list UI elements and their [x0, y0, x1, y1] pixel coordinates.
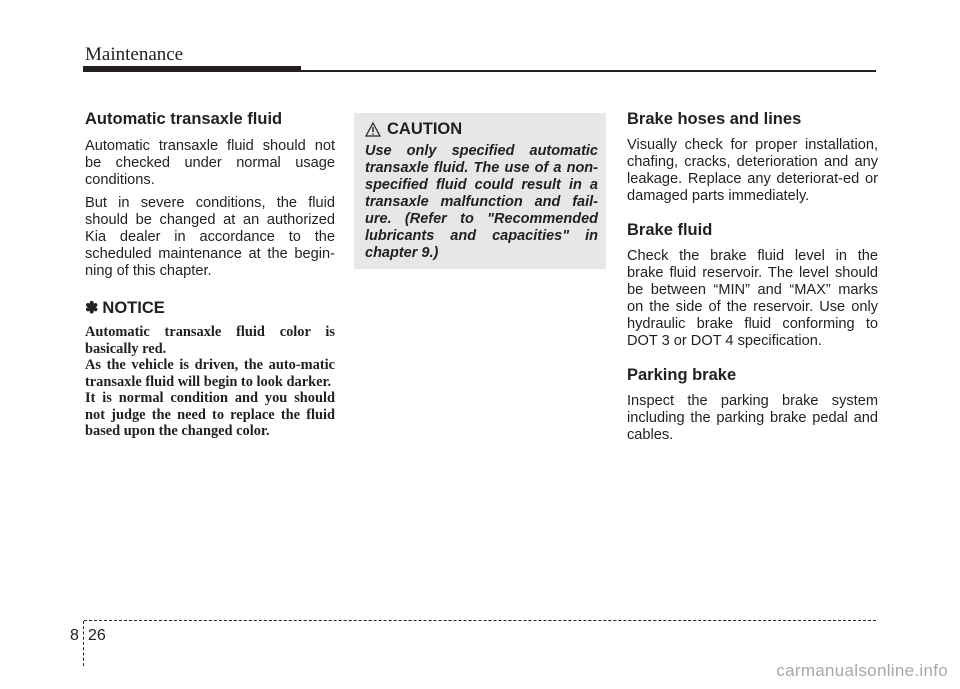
caution-heading — [365, 120, 598, 139]
header-rule-thin — [301, 70, 876, 72]
notice-line: It is normal condition and you should not judge the need to replace the fluid based upon the changed color. — [85, 390, 335, 439]
warning-triangle-icon — [365, 122, 381, 137]
section-brake-hoses — [627, 110, 878, 205]
section-heading: Brake fluid — [627, 221, 713, 239]
section-brake-fluid — [627, 221, 878, 350]
paragraph: But in severe conditions, the fluid should be changed at an authorized Kia dealer in accordance to the scheduled maintenance at the begin-ning of this chapter. — [85, 195, 335, 279]
caution-text: Use only specified automatic transaxle fluid. The use of a non-specified fluid could result in a transaxle malfunction and fail-ure. (Refer to "Recommended lubricants and capacities" in chapter 9.) — [365, 143, 598, 261]
section-heading: Brake hoses and lines — [627, 110, 802, 128]
page-header-title: Maintenance — [85, 44, 184, 65]
header-rule-thick — [83, 66, 301, 72]
notice-line: As the vehicle is driven, the auto-matic transaxle fluid will begin to look darker. — [85, 357, 335, 390]
chapter-number: 8 — [70, 627, 79, 644]
caution-title: CAUTION — [387, 120, 463, 138]
left-column — [85, 110, 335, 440]
paragraph: Visually check for proper installation, chafing, cracks, deterioration and any leakage. Replace any deteriorat-ed or damaged parts immediately. — [627, 137, 878, 204]
paragraph: Automatic transaxle fluid should not be checked under normal usage conditions. — [85, 138, 335, 188]
paragraph: Check the brake fluid level in the brake fluid reservoir. The level should be between “MIN” and “MAX” marks on the side of the reservoir. Use only hydraulic brake fluid conforming to DOT 3 or DOT 4 specification. — [627, 248, 878, 349]
watermark: carmanualsonline.info — [776, 661, 948, 680]
notice-star-icon: ✽ — [85, 300, 99, 317]
paragraph: Inspect the parking brake system including the parking brake pedal and cables. — [627, 393, 878, 443]
section-heading-transaxle-fluid: Automatic transaxle fluid — [85, 110, 283, 128]
section-heading: Parking brake — [627, 366, 737, 384]
caution-box — [354, 113, 606, 269]
right-column — [627, 110, 878, 460]
section-parking-brake — [627, 366, 878, 444]
footer-divider — [83, 621, 84, 666]
footer-rule — [84, 620, 876, 622]
notice-heading — [85, 298, 335, 318]
page-number: 26 — [88, 627, 106, 644]
notice-line: Automatic transaxle fluid color is basically red. — [85, 324, 335, 357]
notice-title: NOTICE — [102, 298, 165, 317]
